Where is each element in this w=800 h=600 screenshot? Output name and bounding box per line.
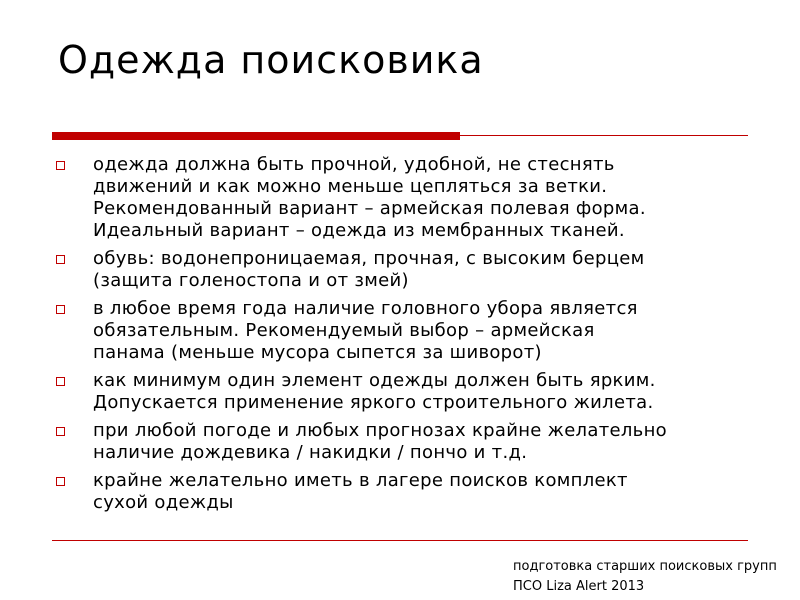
bullet-text: при любой погоде и любых прогнозах крайне желательно наличие дождевика / накидки / пончо и т.д. (93, 420, 667, 463)
bullet-item (56, 298, 746, 364)
bullet-item (56, 470, 746, 514)
bullet-item (56, 420, 746, 464)
square-bullet-icon (56, 161, 65, 170)
square-bullet-icon (56, 255, 65, 264)
title-accent-bar (52, 132, 460, 140)
bullet-text: как минимум один элемент одежды должен быть ярким. Допускается применение яркого строительного жилета. (93, 370, 656, 413)
footer-divider-line (52, 540, 748, 541)
footer (513, 557, 777, 597)
bullet-list (56, 154, 746, 520)
bullet-item (56, 370, 746, 414)
footer-line-2: ПСО Liza Alert 2013 (513, 579, 645, 594)
square-bullet-icon (56, 305, 65, 314)
bullet-text: крайне желательно иметь в лагере поисков комплект сухой одежды (93, 470, 628, 513)
bullet-item (56, 248, 746, 292)
bullet-item (56, 154, 746, 242)
square-bullet-icon (56, 427, 65, 436)
square-bullet-icon (56, 377, 65, 386)
bullet-text: обувь: водонепроницаемая, прочная, с высоким берцем (защита голеностопа и от змей) (93, 248, 645, 291)
footer-line-1: подготовка старших поисковых групп (513, 559, 777, 574)
slide-title: Одежда поисковика (58, 38, 484, 82)
square-bullet-icon (56, 477, 65, 486)
bullet-text: одежда должна быть прочной, удобной, не стеснять движений и как можно меньше цепляться за ветки. Рекомендованный вариант – армейская полевая форма. Идеальный вариант – одежда из мембранных тканей. (93, 154, 646, 241)
bullet-text: в любое время года наличие головного убора является обязательным. Рекомендуемый выбор – армейская панама (меньше мусора сыпется за шиворот) (93, 298, 638, 363)
